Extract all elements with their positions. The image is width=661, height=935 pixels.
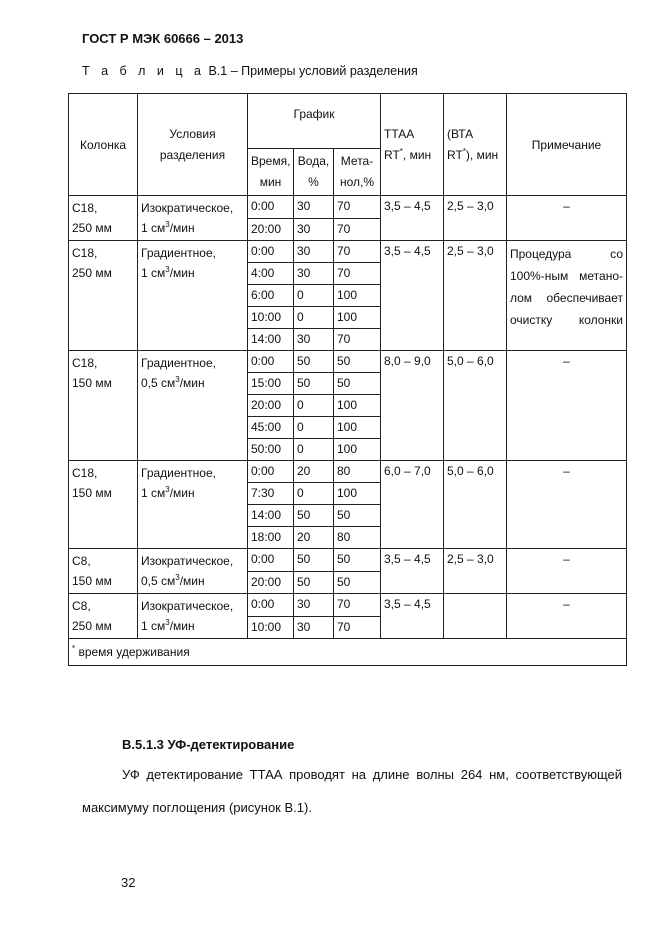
- cell-water: 0: [294, 439, 334, 461]
- cell-time: 0:00: [248, 549, 294, 572]
- table-row: [69, 241, 627, 263]
- cell-vta: [444, 594, 507, 639]
- document-header: ГОСТ Р МЭК 60666 – 2013: [82, 31, 244, 46]
- cell-conditions: Градиентное, 1 $см^3$/мин: [138, 241, 248, 351]
- cell-water: 30: [294, 241, 334, 263]
- header-graph: График: [248, 94, 381, 149]
- cell-methanol: 100: [334, 439, 381, 461]
- footnote-row: [69, 639, 627, 666]
- cell-time: 14:00: [248, 329, 294, 351]
- cell-water: 0: [294, 483, 334, 505]
- cell-ttaa: 3,5 – 4,5: [381, 196, 444, 241]
- cell-column: C8, 250 мм: [69, 594, 138, 639]
- cell-water: 0: [294, 285, 334, 307]
- cell-water: 30: [294, 263, 334, 285]
- cell-water: 50: [294, 549, 334, 572]
- cell-time: 0:00: [248, 351, 294, 373]
- cell-methanol: 50: [334, 571, 381, 594]
- cell-time: 7:30: [248, 483, 294, 505]
- cell-methanol: 100: [334, 395, 381, 417]
- header-ttaa: ТТАА RT*, мин: [381, 94, 444, 196]
- header-vta: (ВТА RT*), мин: [444, 94, 507, 196]
- cell-conditions: Изократическое, 0,5 $см^3$/мин: [138, 549, 248, 594]
- cell-methanol: 50: [334, 373, 381, 395]
- header-column: Колонка: [69, 94, 138, 196]
- header-time: Время, мин: [248, 149, 294, 196]
- cell-water: 50: [294, 351, 334, 373]
- cell-time: 0:00: [248, 461, 294, 483]
- cell-water: 20: [294, 461, 334, 483]
- table-caption: [82, 64, 418, 78]
- cell-column: C18, 150 мм: [69, 461, 138, 549]
- table-row: [69, 549, 627, 572]
- cell-water: 0: [294, 395, 334, 417]
- paragraph-line-2: максимуму поглощения (рисунок В.1).: [82, 800, 312, 815]
- caption-word: Т а б л и ц а: [82, 64, 205, 78]
- cell-water: 0: [294, 307, 334, 329]
- cell-water: 30: [294, 616, 334, 639]
- cell-water: 30: [294, 594, 334, 617]
- cell-time: 20:00: [248, 218, 294, 241]
- cell-time: 6:00: [248, 285, 294, 307]
- cell-methanol: 70: [334, 263, 381, 285]
- cell-water: 30: [294, 218, 334, 241]
- cell-time: 50:00: [248, 439, 294, 461]
- cell-water: 50: [294, 505, 334, 527]
- cell-ttaa: 6,0 – 7,0: [381, 461, 444, 549]
- cell-water: 30: [294, 329, 334, 351]
- cell-note: Процедура со 100%-ным метано-лом обеспечивает очистку колонки: [507, 241, 627, 351]
- cell-time: 10:00: [248, 307, 294, 329]
- cell-conditions: Градиентное, 0,5 $см^3$/мин: [138, 351, 248, 461]
- cell-note: –: [507, 594, 627, 639]
- table-row: [69, 351, 627, 373]
- cell-vta: 2,5 – 3,0: [444, 549, 507, 594]
- cell-methanol: 50: [334, 549, 381, 572]
- cell-vta: 5,0 – 6,0: [444, 351, 507, 461]
- cell-time: 15:00: [248, 373, 294, 395]
- cell-methanol: 50: [334, 351, 381, 373]
- cell-methanol: 50: [334, 505, 381, 527]
- cell-methanol: 70: [334, 594, 381, 617]
- cell-water: 30: [294, 196, 334, 219]
- cell-vta: 2,5 – 3,0: [444, 196, 507, 241]
- cell-vta: 5,0 – 6,0: [444, 461, 507, 549]
- cell-column: C18, 250 мм: [69, 196, 138, 241]
- cell-time: 14:00: [248, 505, 294, 527]
- cell-note: –: [507, 549, 627, 594]
- footnote: * время удерживания: [69, 639, 627, 666]
- cell-methanol: 70: [334, 329, 381, 351]
- cell-ttaa: 3,5 – 4,5: [381, 594, 444, 639]
- cell-methanol: 70: [334, 241, 381, 263]
- cell-ttaa: 3,5 – 4,5: [381, 549, 444, 594]
- cell-methanol: 100: [334, 285, 381, 307]
- cell-methanol: 70: [334, 218, 381, 241]
- cell-time: 45:00: [248, 417, 294, 439]
- table-row: [69, 461, 627, 483]
- cell-methanol: 80: [334, 461, 381, 483]
- cell-conditions: Изократическое, 1 $см^3$/мин: [138, 594, 248, 639]
- caption-text: В.1 – Примеры условий разделения: [204, 64, 418, 78]
- cell-conditions: Изократическое, 1 $см^3$/мин: [138, 196, 248, 241]
- header-water: Вода, %: [294, 149, 334, 196]
- cell-note: –: [507, 196, 627, 241]
- cell-conditions: Градиентное, 1 $см^3$/мин: [138, 461, 248, 549]
- header-conditions: Условия разделения: [138, 94, 248, 196]
- cell-note: –: [507, 461, 627, 549]
- cell-time: 4:00: [248, 263, 294, 285]
- cell-time: 0:00: [248, 594, 294, 617]
- cell-water: 20: [294, 527, 334, 549]
- cell-note: –: [507, 351, 627, 461]
- cell-ttaa: 8,0 – 9,0: [381, 351, 444, 461]
- cell-methanol: 100: [334, 307, 381, 329]
- cell-methanol: 80: [334, 527, 381, 549]
- cell-methanol: 100: [334, 483, 381, 505]
- table-row: [69, 196, 627, 219]
- separation-conditions-table: [68, 93, 627, 666]
- cell-time: 10:00: [248, 616, 294, 639]
- cell-time: 20:00: [248, 395, 294, 417]
- cell-time: 0:00: [248, 196, 294, 219]
- cell-methanol: 70: [334, 196, 381, 219]
- cell-time: 20:00: [248, 571, 294, 594]
- cell-methanol: 100: [334, 417, 381, 439]
- table-row: [69, 594, 627, 617]
- cell-column: C18, 150 мм: [69, 351, 138, 461]
- paragraph-line-1: УФ детектирование ТТАА проводят на длине волны 264 нм, соответствующей: [122, 767, 622, 782]
- cell-time: 0:00: [248, 241, 294, 263]
- cell-ttaa: 3,5 – 4,5: [381, 241, 444, 351]
- page-number: 32: [121, 875, 136, 890]
- cell-column: C18, 250 мм: [69, 241, 138, 351]
- header-methanol: Мета-нол,%: [334, 149, 381, 196]
- cell-water: 50: [294, 373, 334, 395]
- cell-methanol: 70: [334, 616, 381, 639]
- cell-column: C8, 150 мм: [69, 549, 138, 594]
- section-title: В.5.1.3 УФ-детектирование: [122, 737, 295, 752]
- cell-time: 18:00: [248, 527, 294, 549]
- header-note: Примечание: [507, 94, 627, 196]
- cell-water: 50: [294, 571, 334, 594]
- cell-vta: 2,5 – 3,0: [444, 241, 507, 351]
- cell-water: 0: [294, 417, 334, 439]
